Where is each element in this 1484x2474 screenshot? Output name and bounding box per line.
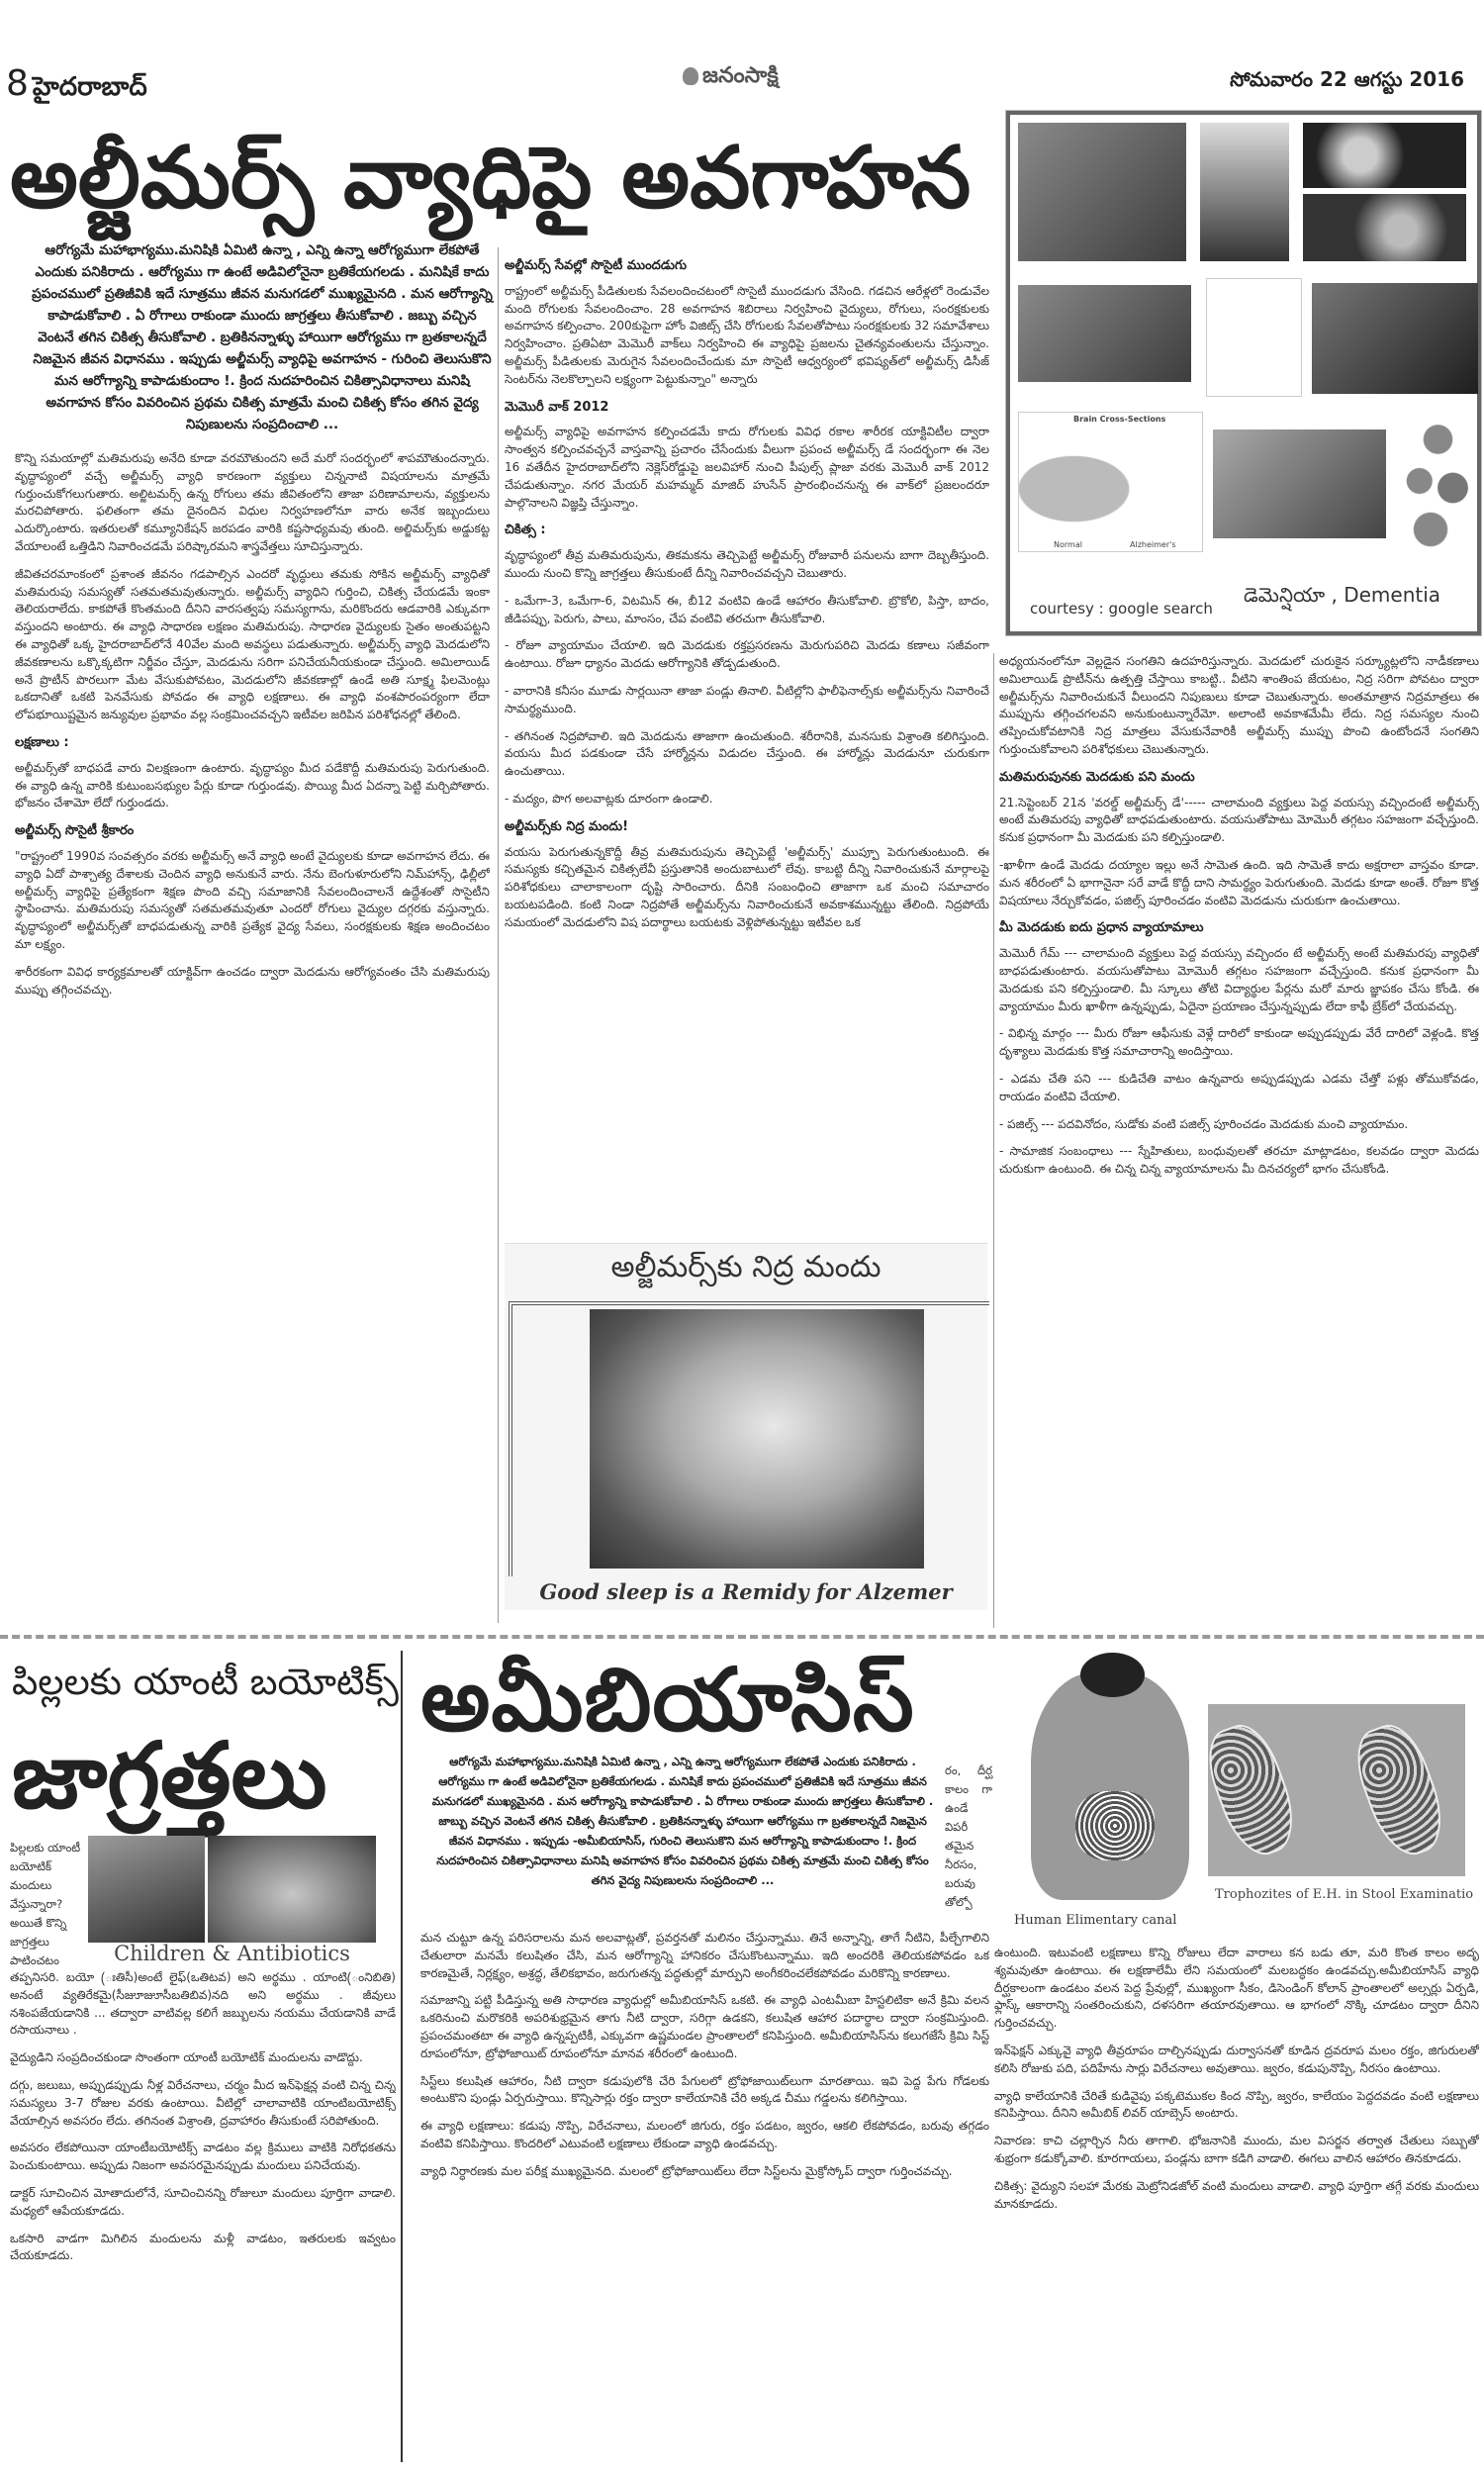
alzheimers-left-column <box>15 450 490 1618</box>
paragraph: సిస్ట్‌లు కలుషిత ఆహారం, నీటి ద్వారా కడుపులోకి చేరి పేగులలో ట్రోఫోజాయిట్‌లుగా మారతాయి. ఇవి పెద్ద పేగు గోడలకు అంటుకొని పుండ్లు ఏర్పరుస్తాయి. కొన్నిసార్లు రక్తం ద్వారా కాలేయానికి చేరి అక్కడ చీము గడ్డలను కలిగిస్తాయి. <box>420 2073 989 2106</box>
paragraph: జీవితచరమాంకంలో ప్రశాంత జీవనం గడపాల్సిన ఎందరో వృద్ధులు తమకు సోకిన అల్జీమర్స్ వ్యాధితో మతిమరుపు సమస్యతో సతమతమవుతున్నారు. అల్జీమర్స్ వ్యాధిని గుర్తించి, చికిత్స చేయడమే ఇంకా తెలియరాలేదు. కాకపోతే కొంతమంది దీనిని వారసత్వపు సమస్యగాను, మరికొందరు ఆడవారికి ఎక్కువగా వస్తుందని అంటారు. ఈ వ్యాధి సాధారణ లక్షణం మతిమరుపు. సాధారణ వైద్యులకు సైతం అంతుపట్టని ఈ వ్యాధితో ఒక్క హైదరాబాద్‌లోనే 40వేల మంది అవస్థలు పడుతున్నారు. అల్జీమర్స్ వ్యాధి మెదడులోని జీవకణాలను ఒక్కొక్కటిగా నిర్జీవం చేస్తూ, మెదడును సరిగా పనిచేయనీయకుండా చేస్తుంది. అమిలాయిడ్ అనే ప్రొటీన్ పొరలుగా మేట వేసుకుపోవటం, మెదడులోని జీవకణాల్లో ఉండే అతి సూక్ష్మ ఫిలమెంట్లు ఒకదానితో ఒకటి పెనవేసుకు పోవడం ఈ వ్యాధి లక్షణాలు. ఈ వ్యాధి వంశపారంపర్యంగా లేదా లోపభూయిష్టమైన జన్యువుల ప్రభావం వల్ల సంక్రమించవచ్చని ఇటీవల జరిపిన పరిశోధనల్లో తేలింది. <box>15 566 490 722</box>
sleep-photo-frame <box>509 1301 989 1576</box>
elderly-couple-photo <box>1018 285 1191 382</box>
children-photo <box>88 1836 205 1943</box>
paragraph: అధ్యయనంలోనూ వెల్లడైన సంగతిని ఉదహరిస్తున్నారు. మెదడులో చురుకైన సర్క్యూట్లలోని నాడీకణాలు అమిలాయిడ్ ప్రొటీన్‌ను ఉత్పత్తి చేస్తాయి కాబట్టి.. వీటిని శాంతింప జేయటం, నిద్ర సరిగా పోవటం ద్వారా అల్జీమర్స్‌ను నివారించుకునే వీలుందని నిపుణులు కూడా చెబుతున్నారు. అంతమాత్రాన నిద్రమాత్రలు ఈ ముప్పును తగ్గించగలవని అనుకుంటున్నారేమో. అలాంటి అవకాశమేమీ లేదు. నిద్ర సమస్యల నుంచి తప్పించుకోవటానికి నిద్ర మాత్రలు వేసుకునేవారికీ అల్జీమర్స్ ముప్పు పొంచి ఉంటోందనే సంగతిని గుర్తుంచుకోవాలని పరిశోధకులు చెబుతున్నారు. <box>999 654 1479 756</box>
human-elementary-canal-diagram <box>1021 1653 1199 1905</box>
column-rule <box>993 653 994 1628</box>
paragraph: దగ్గు, జలుబు, అప్పుడప్పుడు నీళ్ల విరేచనాలు, చర్మం మీద ఇన్‌ఫెక్షన్ల వంటి చిన్న చిన్న సమస్యలు 3-7 రోజుల వరకు ఉంటాయి. వీటిల్లో చాలావాటికి యాంటిబయోటిక్స్ వేయాల్సిన అవసరం లేదు. తగినంత విశ్రాంతి, ద్రవాహారం తీసుకుంటే సరిపోతుంది. <box>10 2077 396 2128</box>
collage-caption: డెమెన్షియా , Dementia <box>1244 583 1441 607</box>
paragraph: తప్పనిసరి. బయో (ఃతిసీ)అంటే లైఫ్(ఒతిటవ) అని అర్థము . యాంటి(ంనిబితి) అనంటే వ్యతిరేకమై(సీజుూజుూసీబతిబివ)నది అని అర్థము . జీవులు నశింపజేయడానికి ... తద్వారా వాటివల్ల కలిగే జబ్బులను నయము చేయడానికి వాడే రసాయనాలు . <box>10 1970 396 2038</box>
paragraph: - విభిన్న మార్గం --- మీరు రోజూ ఆఫీసుకు వెళ్లే దారిలో కాకుండా అప్పుడప్పుడు వేరే దారిలో వెళ్లండి. కొత్త దృశ్యాలు మెదడుకు కొత్త సమాచారాన్ని అందిస్తాయి. <box>999 1026 1479 1059</box>
page-number-digit: 8 <box>6 63 29 104</box>
music-therapy-photo <box>1213 429 1386 538</box>
dementia-collage <box>1006 111 1481 635</box>
sleep-box-caption: Good sleep is a Remidy for Alzemer <box>539 1579 953 1604</box>
section-heading: అల్జీమర్స్ సేవల్లో సొసైటీ ముందడుగు <box>505 258 688 273</box>
edition-name: హైదరాబాద్ <box>32 72 147 102</box>
page-number <box>6 63 147 108</box>
trophozoite-cell <box>1345 1716 1454 1863</box>
paragraph: అల్జీమర్స్ వ్యాధిపై అవగాహన కల్పించడమే కాదు రోగులకు వివిధ రకాల శారీరక యాక్టివిటీల ద్వారా సాంత్వన కల్పించవచ్చనే వాస్తవాన్ని ప్రచారం చేసేందుకు వీలుగా ప్రపంచ అల్జీమర్స్ డే సందర్భంగా ఈ నెల 16 వతేదీన హైదరాబాద్‌లోని నెక్లెస్‌రోడ్డుపై జలవిహార్ నుంచి పీపుల్స్ ప్లాజా వరకు మెమొరీ వాక్ 2012 చేపడుతున్నాం. నగర మేయర్ మహమ్మద్ మాజిద్ హుసేన్ ప్రారంభించనున్న ఈ వాక్‌లో ప్రజలందరూ పాల్గొనాలని విజ్ఞప్తి చేస్తున్నాం. <box>505 425 989 510</box>
paragraph: - పజిల్స్ --- పదవినోదం, సుడోకు వంటి పజిల్స్ పూరించడం మెదడుకు మంచి వ్యాయామం. <box>999 1116 1409 1131</box>
paragraph: - మద్యం, పొగ అలవాట్లకు దూరంగా ఉండాలి. <box>505 791 713 806</box>
paragraph: అవసరం లేకపోయినా యాంటీబయోటిక్స్ వాడటం వల్ల క్రిములు వాటికి నిరోధకతను పెంచుకుంటాయి. అప్పుడు నిజంగా అవసరమైనప్పుడు మందులు పనిచేయవు. <box>10 2141 396 2173</box>
image-credit: courtesy : google search <box>1030 600 1213 618</box>
sleeping-man-photo <box>590 1309 924 1569</box>
section-heading: మెమొరీ వాక్ 2012 <box>505 399 609 415</box>
distressed-woman-photo <box>1312 283 1478 394</box>
torso-shape <box>1031 1672 1189 1900</box>
sleep-remedy-box <box>505 1243 987 1610</box>
paragraph: రాష్ట్రంలో అల్జీమర్స్ పీడితులకు సేవలందించటంలో సొసైటీ ముందడుగు వేసింది. గడచిన ఆరేళ్లలో రెండువేల మంది రోగులకు సేవలందించాం. 28 అవగాహన శిబిరాలు నిర్వహించి వైద్యులు, రోగులు, సంరక్షకులకు అవగాహన కల్పించాం. 200కుపైగా హోం విజిట్స్ చేసి రోగులకు సేవలతోపాటు సంరక్షకులకు 32 సమావేశాలు నిర్వహించాం. ప్రతిఏటా మెమొరీ వాక్‌లు నిర్వహించి ఈ వ్యాధిపై ప్రజలను చైతన్యవంతులను చేస్తున్నాం. అల్జీమర్స్ పీడితులకు మెరుగైన సేవలందించేందుకు మా సొసైటీ ఆధ్వర్యంలో భవిష్యత్‌లో అల్జీమర్స్ డిసీజ్ సెంటర్‌ను నెలకొల్పాలని లక్ష్యంగా పెట్టుకున్నాం" అన్నారు <box>505 283 989 386</box>
paragraph: వయసు పెరుగుతున్నకొద్దీ తీవ్ర మతిమరుపును తెచ్చిపెట్టే 'అల్జీమర్స్' ముప్పూ పెరుగుతుంటుంది. ఈ సమస్యకు కచ్చితమైన చికిత్సలేవీ ప్రస్తుతానికి అందుబాటులో లేవు. కాబట్టి దీన్ని నివారించుకునే మార్గాలపై పరిశోధకులు చాలాకాలంగా దృష్టి సారించారు. దీనికి సంబంధించి తాజాగా ఒక మంచి సమాచారం బయటపడింది. కంటి నిండా నిద్రపోతే అల్జీమర్స్‌ను నివారించుకునే అవకాశమున్నట్టు తేలింది. నిద్రపోయే సమయంలో మెదడులోని విష పదార్థాలు బయటకు వెళ్లిపోతున్నట్టు ఇటీవల ఒక <box>505 844 989 929</box>
trophozoites-caption: Trophozites of E.H. in Stool Examinatio <box>1215 1887 1474 1902</box>
paragraph: డాక్టర్ సూచించిన మోతాదులోనే, సూచించినన్ని రోజులూ మందులు పూర్తిగా వాడాలి. మధ్యలో ఆపేయకూడదు. <box>10 2185 396 2218</box>
paragraph: - తగినంత నిద్రపోవాలి. ఇది మెదడును తాజాగా ఉంచుతుంది. శరీరానికి, మనసుకు విశ్రాంతి కలిగిస్తుంది. వయసు మీద పడకుండా చేసే హార్మోన్లను విడుదల చేస్తుంది. ఈ హార్మోన్లు మెదడునూ చురుకుగా ఉంచుతాయి. <box>505 728 989 779</box>
elementary-canal-caption: Human Elimentary canal <box>1014 1913 1177 1928</box>
newspaper-name: జనంసాక్షి <box>702 63 779 88</box>
antibiotics-photo-caption: Children & Antibiotics <box>114 1942 350 1965</box>
wheelchair-photo <box>1200 123 1289 261</box>
brain-normal-label: Normal <box>1054 540 1082 549</box>
antibiotics-side-text: పిల్లలకు యాంటీ బయోటిక్ మందులు వేస్తున్నారా? అయితే కొన్ని జాగ్రత్తలు పాటించటం <box>10 1841 81 1967</box>
elderly-woman-photo <box>1018 123 1186 261</box>
alzheimers-headline: అల్జీమర్స్ వ్యాధిపై అవగాహన <box>10 129 972 228</box>
logo-flame-icon <box>683 67 698 85</box>
section-divider <box>0 1635 1484 1639</box>
amoebiasis-lede: ఆరోగ్యమే మహాభాగ్యము.మనిషికి ఏమిటి ఉన్నా , ఎన్ని ఉన్నా ఆరోగ్యముగా లేకపోతే ఎందుకు పనికిరాదు . ఆరోగ్యము గా ఉంటే అడివిలోనైనా బ్రతికేయగలడు . మనిషికే కాదు ప్రపంచములో ప్రతిజీవికి ఇదే సూత్రము జీవన మనుగడలో ముఖ్యమైనది . మన ఆరోగ్యాన్ని కాపాడుకోవాలి . ఏ రోగాలు రాకుండా ముందు జాగ్రత్తలు తీసుకోవాలి . జాబ్బు వచ్చిన వెంటనే తగిన చికిత్స తీసుకోవాలి . బ్రతికినన్నాళ్ళు హాయిగా ఆరోగ్యము గా బ్రతకాలన్నదే నిజమైన జీవన విధానము . ఇప్పుడు -అమీబియాసిస్, గురించి తెలుసుకొని మన ఆరోగ్యాన్ని కాపాడుకుందాం !. క్రింద నుదహరించిన చికిత్సావిధానాలు మనిషి అవగాహన కోసం వివరించిన ప్రథమ చికిత్స మాత్రమే మంచి చికిత్స కోసం తగిన వైద్య నిపుణులను సంప్రదించాలి ... <box>431 1755 934 1887</box>
brain-alzheimers-label: Alzheimer's <box>1130 540 1176 549</box>
paragraph: - వారానికి కనీసం మూడు సార్లయినా తాజా పండ్లు తినాలి. వీటిల్లోని ఫాలీఫెనాల్స్‌కు అల్జీమర్స్‌ను నివారించే సామర్థ్యముంది. <box>505 683 989 715</box>
paragraph: ఈ వ్యాధి లక్షణాలు: కడుపు నొప్పి, విరేచనాలు, మలంలో జిగురు, రక్తం పడటం, జ్వరం, ఆకలి లేకపోవడం, బరువు తగ్గడం వంటివి కనిపిస్తాయి. కొందరిలో ఎటువంటి లక్షణాలు లేకుండా వ్యాధి ఉండవచ్చు. <box>420 2119 989 2150</box>
paragraph: - ఎడమ చేతి పని --- కుడిచేతి వాటం ఉన్నవారు అప్పుడప్పుడు ఎడమ చేత్తో పళ్లు తోముకోవడం, రాయడం వంటివి చేయాలి. <box>999 1071 1479 1103</box>
section-heading: మతిమరుపునకు మెదడుకు పని మందు <box>999 769 1195 785</box>
section-heading: లక్షణాలు : <box>15 734 69 750</box>
paragraph: చికిత్స: వైద్యుని సలహా మేరకు మెట్రోనిడజోల్ వంటి మందులు వాడాలి. వ్యాధి పూర్తిగా తగ్గే వరకు మందులు మానకూడదు. <box>994 2178 1479 2211</box>
paragraph: - ఒమేగా-3, ఒమేగా-6, విటమిన్ ఈ, బీ12 వంటివి ఉండే ఆహారం తీసుకోవాలి. బ్రొకోలి, పిస్తా, బాదం, జీడిపప్పు, పెరుగు, పాలు, మాంసం, చేప వంటివి తరచుగా తీసుకోవాలి. <box>505 593 989 625</box>
issue-date: సోమవారం 22 ఆగస్టు 2016 <box>1230 67 1464 91</box>
paragraph: నివారణ: కాచి చల్లార్చిన నీరు తాగాలి. భోజనానికి ముందు, మల విసర్జన తర్వాత చేతులు సబ్బుతో శుభ్రంగా కడుక్కోవాలి. కూరగాయలు, పండ్లను బాగా కడిగి వాడాలి. ఈగలు వాలిన ఆహారం తినకూడదు. <box>994 2134 1479 2165</box>
alzheimers-right-column <box>999 653 1479 1633</box>
antibiotics-kicker: పిల్లలకు యాంటీ బయోటిక్స్ <box>12 1661 399 1703</box>
section-heading: మీ మెదడుకు ఐదు ప్రధాన వ్యాయామాలు <box>999 920 1204 936</box>
amoebiasis-headline: అమీబియాసిస్ <box>420 1649 915 1751</box>
brain-diagram-title: Brain Cross-Sections <box>1073 415 1166 424</box>
column-rule <box>401 1651 403 2462</box>
paragraph: శారీరకంగా వివిధ కార్యక్రమాలతో యాక్టివ్‌గా ఉంచడం ద్వారా మెదడును ఆరోగ్యవంతం చేసి మతిమరుపు ముప్పు తగ్గించవచ్చు. <box>15 964 490 997</box>
brain-scan-photo <box>1303 123 1466 188</box>
amoebiasis-right-column <box>994 1945 1479 2464</box>
paragraph: మన చుట్టూ ఉన్న పరిసరాలను మన అలవాట్లతో, ప్రవర్తనతో మలినం చేస్తున్నాము. తినే అన్నాన్ని, తాగే నీటిని, పీల్చేగాలిని చేతులారా మనమే కలుషితం చేసి, మన ఆరోగ్యాన్ని హానికరం చేసుకొంటున్నాము. ఇది అందరికి తెలియకపోవడం ఒక కారణమైతే, నిర్లక్ష్యం, అశ్రద్ధ, తేలికభావం, జరుగుతన్న పద్ధతుల్లో మార్పుని అంగీకరించలేకపోవడం మరికొన్ని కారణాలు. <box>420 1931 989 1980</box>
masthead <box>0 0 1484 104</box>
alzheimers-mid-column <box>505 247 989 1202</box>
paragraph: వ్యాధి నిర్ధారణకు మల పరీక్ష ముఖ్యమైనది. మలంలో ట్రోఫోజాయిట్‌లు లేదా సిస్ట్‌లను మైక్రోస్కోప్ ద్వారా గుర్తించవచ్చు. <box>420 2163 953 2178</box>
intestine-shape <box>1075 1791 1155 1860</box>
paragraph: 21.సెప్టెంబర్ 21న 'వరల్డ్ అల్జీమర్స్ డే'----- చాలామంది వ్యక్తులు పెద్ద వయస్సు వచ్చిందంటే అల్జీమర్స్ అంటే మతిమరపు వ్యాధితో బాధపడుతుంటారు. వయసుతోపాటు మోమొరీ తగ్గటం సహజంగా వచ్చేస్తుంది. కనుక ప్రధానంగా మీ మెదడుకు పని కల్పిస్తుండాలి. <box>999 795 1479 845</box>
paragraph: ఒకసారి వాడగా మిగిలిన మందులను మళ్లీ వాడటం, ఇతరులకు ఇవ్వటం చేయకూడదు. <box>10 2231 396 2263</box>
head-shape <box>1080 1653 1145 1697</box>
brain-cross-sections-diagram <box>1018 412 1203 552</box>
section-heading: అల్జీమర్స్ సొసైటీ శ్రీకారం <box>15 823 135 839</box>
trophozoite-cell <box>1197 1716 1306 1863</box>
paragraph: ఉంటుంది. ఇటువంటి లక్షణాలు కొన్ని రోజులు లేదా వారాలు కన బడు తూ, మరి కొంత కాలం అదృ శ్యమవుతూ ఉంటాయి. ఈ లక్షణాలేమీ లేని సమయంలో మలబద్ధకం ఉండవచ్చు.అమీబియాసిస్ వ్యాధి దీర్ఘకాలంగా ఉండటం వలన పెద్ద ప్రేవుల్లో, ముఖ్యంగా సీకం, డిసెండింగ్ కోలాన్ ప్రాంతాలలో అల్సర్లు ఏర్పడి, ఫ్లాస్క్ ఆకారాన్ని సంతరించుకుని, దళసరిగా తయారవుతాయి. ఆ భాగంలో నొక్కి చూడటం ద్వారా దీనిని గుర్తించవచ్చు. <box>994 1946 1479 2031</box>
amoebiasis-side-text: రం, దీర్ఘ కాలం గా ఉండే విపరీ తమైన నీరసం, బరువు తోల్పో <box>945 1763 992 1909</box>
trophozoites-micrograph <box>1208 1704 1465 1876</box>
section-heading: అల్జీమర్స్‌కు నిద్ర మందు! <box>505 818 628 834</box>
paragraph: వృద్ధాప్యంలో తీవ్ర మతిమరుపును, తికమకను తెచ్చిపెట్టే అల్జీమర్స్ రోజువారీ పనులను బాగా దెబ్బతీస్తుంది. ముందు నుంచి కొన్ని జాగ్రత్తలు తీసుకుంటే దీన్ని నివారించవచ్చని చెబుతారు. <box>505 548 989 580</box>
paragraph: కొన్ని సమయాల్లో మతిమరుపు అనేది కూడా వరమౌతుందని అదే మరో సందర్భంలో శాపమౌతుందన్నారు. వృద్ధాప్యంలో వచ్చే అల్జీమర్స్ వ్యాధి కారణంగా వ్యక్తులు చిన్ననాటి విషయాలను మాత్రమే గుర్తుంచుకోగలుగుతారు. అల్జిటమర్స్ ఉన్న రోగులు తమ జీవితంలోని తాజా పరిణామాలను, వ్యక్తులను మరచిపోతారు. ఫలితంగా తమ దైనందిన విధుల నిర్వహణలోనూ వారు అనేక ఇబ్బందులు ఎదుర్కొంటారు. ఇతరులతో కమ్యూనికేషన్ జరపడం వారికి కష్టసాధ్యమవు తుంది. అల్జిమర్స్‌కు అడ్డుకట్ట వేయాలంటే ఒత్తిడిని నివారించడమే పరిష్కారమని శాస్త్రవేత్తలు సూచిస్తున్నారు. <box>15 451 490 553</box>
paragraph: వ్యాధి కాలేయానికి చేరితే కుడివైపు పక్కటెముకల కింద నొప్పి, జ్వరం, కాలేయం పెద్దదవడం వంటి లక్షణాలు కనిపిస్తాయి. దీనిని అమీబిక్ లివర్ యాబ్సెస్ అంటారు. <box>994 2088 1479 2121</box>
brain-scan-arrows-photo <box>1303 194 1466 261</box>
paragraph: -ఖాళీగా ఉండే మెదడు దయ్యాల ఇల్లు అనే సామెత ఉంది. ఇది సామెతే కాదు అక్షరాలా వాస్తవం కూడా. మన శరీరంలో ఏ భాగానైనా సరే వాడే కొద్దీ దాని సామర్థ్యం పెరుగుతుంది. మెదడు కూడా అంతే. రోజూ కొత్త విషయాలు నేర్చుకోవడం, పజిల్స్ పూరించడం వంటివి మెదడును చురుకుగా ఉంచుతాయి. <box>999 857 1479 907</box>
dementia-mindmap <box>1401 412 1475 550</box>
antibiotics-headline: జాగ్రత్తలు <box>12 1723 327 1829</box>
pills-in-hands-photo <box>208 1836 376 1943</box>
antibiotics-body <box>10 1969 396 2464</box>
sleep-box-title: అల్జీమర్స్‌కు నిద్ర మందు <box>610 1250 881 1285</box>
alzheimers-lede: ఆరోగ్యమే మహాభాగ్యము.మనిషికి ఏమిటి ఉన్నా , ఎన్ని ఉన్నా ఆరోగ్యముగా లేకపోతే ఎందుకు పనికిరాదు . ఆరోగ్యము గా ఉంటే అడివిలోనైనా బ్రతికేయగలడు . మనిషికే కాదు ప్రపంచములో ప్రతిజీవికి ఇదే సూత్రము జీవన మనుగడలో ముఖ్యమైనది . మన ఆరోగ్యాన్ని కాపాడుకోవాలి . ఏ రోగాలు రాకుండా ముందు జాగ్రత్తలు తీసుకోవాలి . జబ్బు వచ్చిన వెంటనే తగిన చికిత్స తీసుకోవాలి . బ్రతికినన్నాళ్ళు హాయిగా ఆరోగ్యము గా బ్రతకాలన్నదే నిజమైన జీవన విధానము . ఇప్పుడు అల్జీమర్స్ వ్యాధిపై అవగాహన - గురించి తెలుసుకొని మన ఆరోగ్యాన్ని కాపాడుకుందాం !. క్రింద నుదహరించిన చికిత్సావిధానాలు మనిషి అవగాహన కోసం వివరించిన ప్రథమ చికిత్స మాత్రమే మంచి చికిత్స కోసం తగిన వైద్య నిపుణులను సంప్రదించాలి ... <box>32 242 493 432</box>
paragraph: సమాజాన్ని పట్టి పీడిస్తున్న అతి సాధారణ వ్యాధుల్లో అమీబియాసిస్ ఒకటి. ఈ వ్యాధి ఎంటమీబా హిస్టలిటికా అనే క్రిమి వలన ఒకరినుంచి మరొకరికి అపరిశుభ్రమైన తాగు నీటి ద్వారా, సరిగ్గా ఉడకని, కలుషిత ఆహార పదార్థాల ద్వారా సంక్రమిస్తుంది. ప్రపంచమంతటా ఈ వ్యాధి ఉన్నప్పటికీ, ఎక్కువగా ఉష్ణమండల ప్రాంతాలలో కనిపిస్తుంది. అమీబియాసిస్‌ను కలుగజేసే క్రిమి సిస్ట్ రూపంలోనూ, ట్రోఫోజాయిట్ రూపంలోనూ మానవ శరీరంలో ఉంటుంది. <box>420 1993 989 2060</box>
paragraph: మెమొరీ గేమ్ --- చాలామంది వ్యక్తులు పెద్ద వయస్సు వచ్చిందం టే అల్జీమర్స్ అంటే మతిమరపు వ్యాధితో బాధపడుతుంటారు. వయసుతోపాటు మోమొరీ తగ్గటం సహజంగా వచ్చేస్తుంది. కనుక ప్రధానంగా మీ మెదడుకు పని కల్పిస్తుండాలి. మీ స్కూలు తోటి విద్యార్థుల పేర్లను మరో మారు జ్ఞాపకం చేసు కోండి. ఈ వ్యాయామం మీరు ఖాళీగా ఉన్నప్పుడు, ఏదైనా ప్రయాణం చేస్తున్నప్పుడు లేదా కాఫీ బ్రేక్‌లో చేయవచ్చు. <box>999 946 1479 1013</box>
section-heading: చికిత్స : <box>505 523 546 538</box>
paragraph: - సామాజిక సంబంధాలు --- స్నేహితులు, బంధువులతో తరచూ మాట్లాడటం, కలవడం ద్వారా మెదడు చురుకుగా ఉంటుంది. ఈ చిన్న చిన్న వ్యాయామాలను మీ దినచర్యలో భాగం చేసుకోండి. <box>999 1144 1479 1177</box>
paragraph: ఇన్‌ఫెక్షన్ ఎక్కువై వ్యాధి తీవ్రరూపం దాల్చినప్పుడు దుర్వాసనతో కూడిన ద్రవరూప మలం రక్తం, జిగురులతో కలిసి రోజుకు పది, పదిహేను సార్లు విరేచనాలు అవుతాయి. జ్వరం, కడుపునొప్పి, నీరసం ఉంటాయి. <box>994 2043 1479 2075</box>
amoebiasis-body <box>420 1930 989 2464</box>
paragraph: అల్జీమర్స్‌తో బాధపడే వారు విలక్షణంగా ఉంటారు. వృద్ధాప్యం మీద పడేకొద్దీ మతిమరుపు పెరుగుతుంది. ఈ వ్యాధి ఉన్న వారికి కుటుంబసభ్యుల పేర్లు కూడా గుర్తుండవు. పొయ్యి మీద ఏదన్నా పెట్టి మర్చిపోతారు. భోజనం చేశామో లేదో గుర్తుండదు. <box>15 760 490 810</box>
doctor-cartoon <box>1206 278 1302 397</box>
paragraph: - రోజూ వ్యాయామం చేయాలి. ఇది మెదడుకు రక్తప్రసరణను మెరుగుపరిచి మెదడు కణాలు సజీవంగా ఉంటాయి. రోజూ ధ్యానం మెదడు ఆరోగ్యానికి తోడ్పడుతుంది. <box>505 638 989 671</box>
paragraph: వైద్యుడిని సంప్రదించకుండా సొంతంగా యాంటీ బయోటిక్ మందులను వాడొద్దు. <box>10 2050 363 2065</box>
newspaper-logo <box>683 63 779 93</box>
column-rule <box>498 247 499 1623</box>
paragraph: "రాష్ట్రంలో 1990వ సంవత్సరం వరకు అల్జీమర్స్ అనే వ్యాధి అంటే వైద్యులకు కూడా అవగాహన లేదు. ఈ వ్యాధి ఏదో పాశ్చాత్య దేశాలకు చెందిన వ్యాధి అనుకునే వారు. నేను బెంగుళూరులోని నిమ్‌హాన్స్, ఢిల్లీలో అల్జీమర్స్ వ్యాధిపై ప్రత్యేకంగా శిక్షణ పొంది వచ్చి సమాజానికి సేవలందించాలనే ఉద్దేశంతో సొసైటీని స్థాపించాను. మతిమరుపు సమస్యతో సతమతమవుతూ ఎందరో రోగులు వైద్యుల దగ్గరకు వస్తున్నారు. వృద్ధాప్యంలో అల్జీమర్స్‌తో బాధపడుతున్న వారికి ప్రత్యేక వైద్య సేవలు, సంరక్షకులకు శిక్షణ అందించటం మా లక్ష్యం. <box>15 848 490 951</box>
